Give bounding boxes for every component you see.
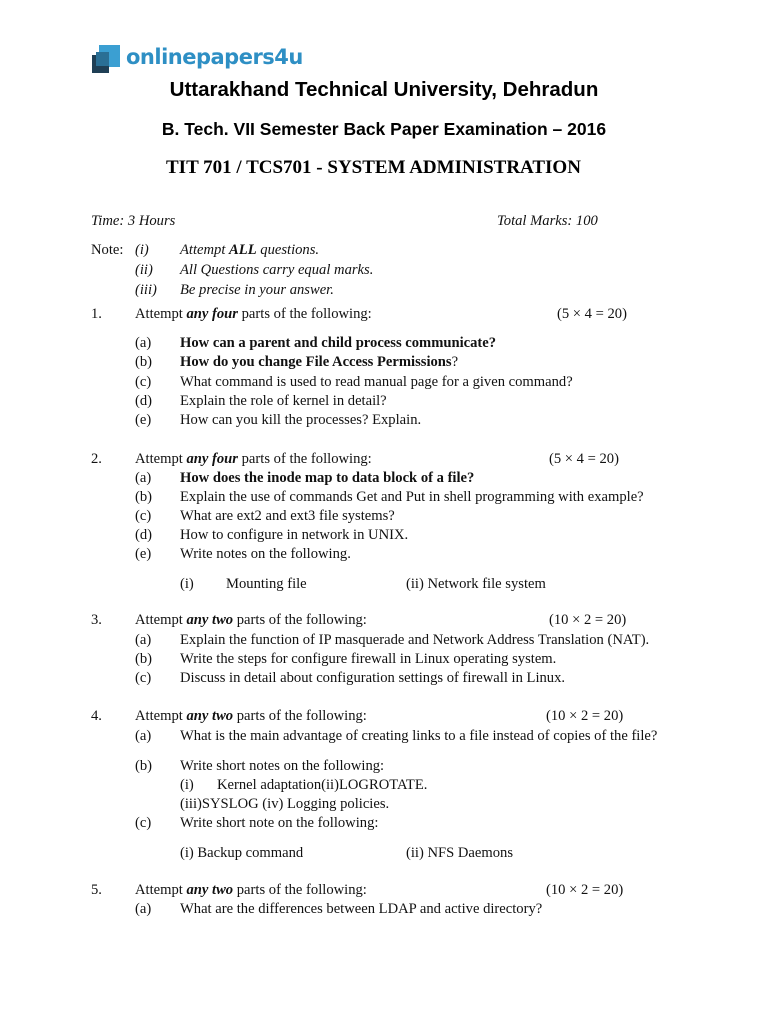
part-text: What is the main advantage of creating links to a file instead of copies of the file? — [180, 728, 658, 744]
subpart-label: (i) — [180, 777, 194, 793]
part-label: (e) — [135, 412, 152, 428]
part-text: How does the inode map to data block of a file? — [180, 470, 475, 486]
part-label: (c) — [135, 374, 152, 390]
part-text: How do you change File Access Permissions? — [180, 354, 459, 370]
question-instruction: Attempt any four parts of the following: — [135, 306, 372, 322]
subpart-text: Kernel adaptation(ii)LOGROTATE. — [217, 777, 428, 793]
question-number: 2. — [91, 451, 102, 467]
part-text: Write short notes on the following: — [180, 758, 385, 774]
logo-icon — [92, 43, 122, 75]
question-marks: (5 × 4 = 20) — [549, 451, 619, 467]
part-label: (d) — [135, 527, 153, 543]
part-text: What are the differences between LDAP and active directory? — [180, 901, 543, 917]
part-text: Discuss in detail about configuration settings of firewall in Linux. — [180, 670, 566, 686]
part-text: Write the steps for configure firewall in Linux operating system. — [180, 651, 557, 667]
part-text: How can a parent and child process communicate? — [180, 335, 497, 351]
question-number: 4. — [91, 708, 102, 724]
question-marks: (5 × 4 = 20) — [557, 306, 627, 322]
part-label: (c) — [135, 670, 152, 686]
part-label: (a) — [135, 901, 152, 917]
logo-text: onlinepapers4u — [126, 45, 303, 69]
part-text: How to configure in network in UNIX. — [180, 527, 409, 543]
part-text: Explain the function of IP masquerade and Network Address Translation (NAT). — [180, 632, 650, 648]
note-text: Attempt ALL questions. — [180, 242, 320, 258]
subpart-text: (ii) Network file system — [406, 576, 546, 592]
part-text: How can you kill the processes? Explain. — [180, 412, 422, 428]
university-title: Uttarakhand Technical University, Dehradun — [169, 78, 599, 101]
part-text: What are ext2 and ext3 file systems? — [180, 508, 395, 524]
part-label: (c) — [135, 508, 152, 524]
subject-name: SYSTEM ADMINISTRATION — [327, 157, 581, 178]
question-number: 5. — [91, 882, 102, 898]
part-label: (d) — [135, 393, 153, 409]
question-instruction: Attempt any two parts of the following: — [135, 612, 367, 628]
subpart-text: (ii) NFS Daemons — [406, 845, 514, 861]
part-text: Explain the use of commands Get and Put in shell programming with example? — [180, 489, 644, 505]
note-num: (iii) — [135, 282, 157, 298]
subpart-text: Mounting file — [226, 576, 307, 592]
part-label: (b) — [135, 758, 153, 774]
question-marks: (10 × 2 = 20) — [549, 612, 627, 628]
part-text: What command is used to read manual page for a given command? — [180, 374, 573, 390]
part-text: Write short note on the following: — [180, 815, 379, 831]
part-label: (a) — [135, 632, 152, 648]
note-num: (i) — [135, 242, 149, 258]
total-marks: Total Marks: 100 — [497, 213, 598, 229]
part-label: (a) — [135, 470, 152, 486]
part-label: (a) — [135, 335, 152, 351]
question-instruction: Attempt any two parts of the following: — [135, 882, 367, 898]
subpart-text: (i) Backup command — [180, 845, 304, 861]
part-label: (e) — [135, 546, 152, 562]
subject-code: TIT 701 / TCS701 - — [166, 157, 328, 178]
part-label: (b) — [135, 651, 153, 667]
subject-title — [166, 157, 581, 179]
part-text: Write notes on the following. — [180, 546, 351, 562]
question-number: 3. — [91, 612, 102, 628]
note-label: Note: — [91, 242, 124, 258]
part-text: Explain the role of kernel in detail? — [180, 393, 387, 409]
part-label: (b) — [135, 354, 153, 370]
part-label: (a) — [135, 728, 152, 744]
note-text: Be precise in your answer. — [180, 282, 334, 298]
question-marks: (10 × 2 = 20) — [546, 882, 624, 898]
subpart-text: (iii)SYSLOG (iv) Logging policies. — [180, 796, 390, 812]
question-marks: (10 × 2 = 20) — [546, 708, 624, 724]
exam-title: B. Tech. VII Semester Back Paper Examination – 2016 — [161, 119, 607, 139]
exam-duration: Time: 3 Hours — [91, 213, 176, 229]
subpart-label: (i) — [180, 576, 194, 592]
part-label: (c) — [135, 815, 152, 831]
part-label: (b) — [135, 489, 153, 505]
question-number: 1. — [91, 306, 102, 322]
question-instruction: Attempt any two parts of the following: — [135, 708, 367, 724]
note-num: (ii) — [135, 262, 153, 278]
note-text: All Questions carry equal marks. — [180, 262, 374, 278]
question-instruction: Attempt any four parts of the following: — [135, 451, 372, 467]
